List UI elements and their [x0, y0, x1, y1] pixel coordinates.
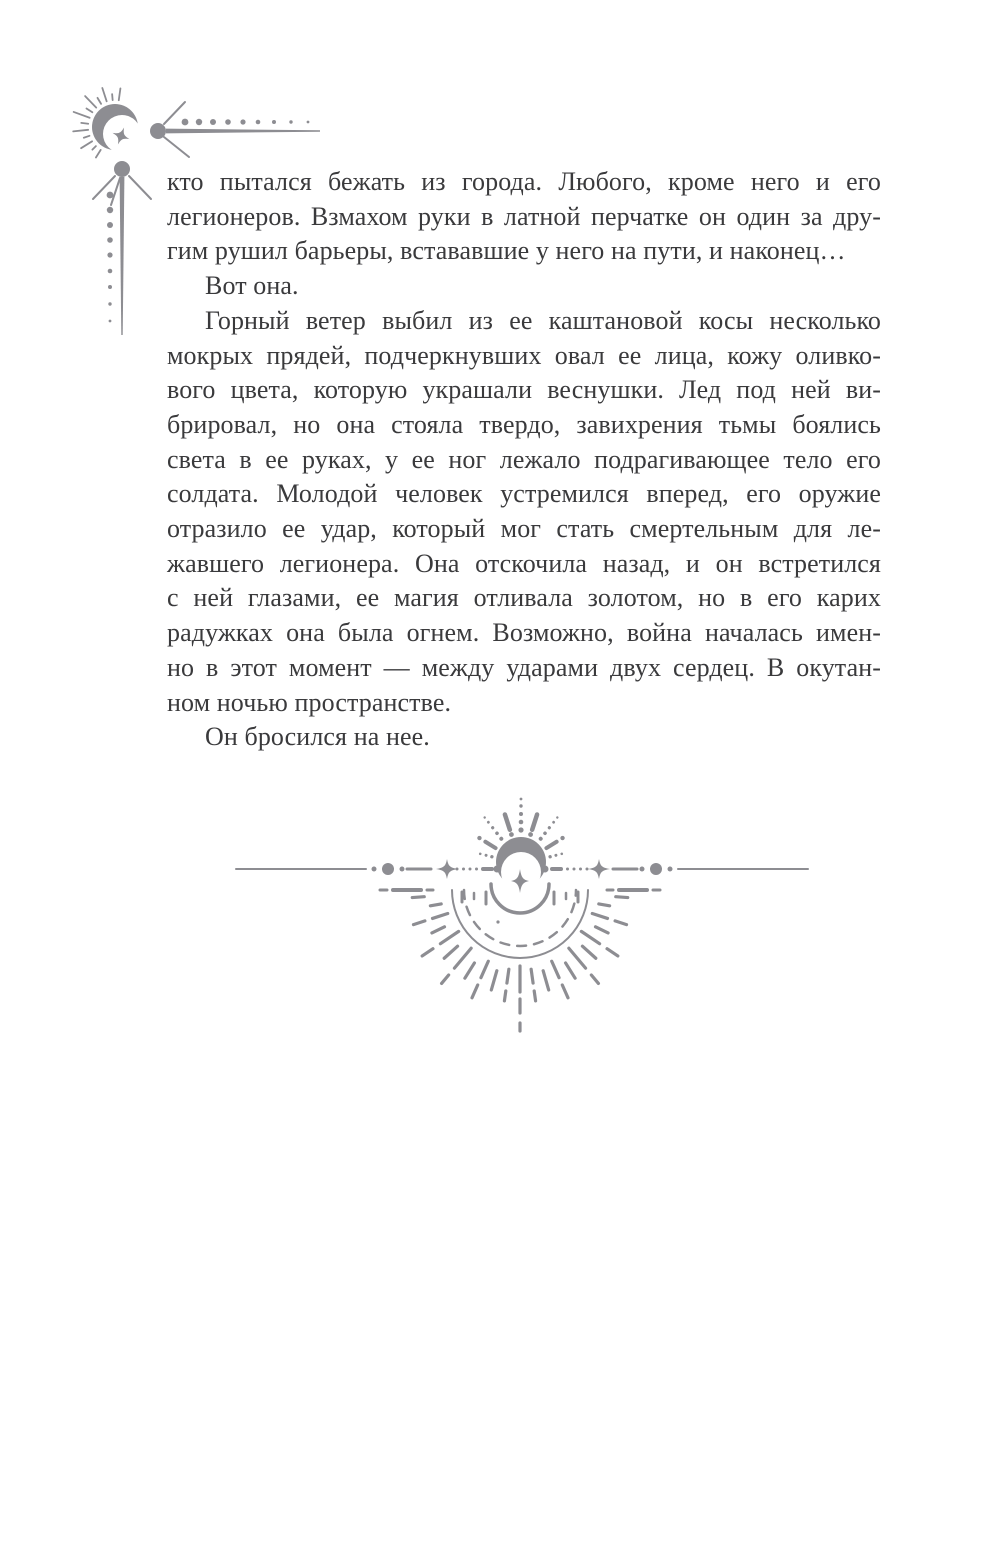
sun-dashed-arc	[464, 890, 576, 946]
text-line: кто пытался бежать из города. Любого, кроме него и его	[167, 167, 881, 196]
sparkle-star-icon	[588, 859, 610, 879]
text-block	[167, 165, 881, 755]
text-line: брировал, но она стояла твердо, завихрения тьмы боялись	[167, 409, 881, 439]
text-line: Вот она.	[205, 271, 299, 301]
text-line: гим рушил барьеры, встававшие у него на пути, и наконец…	[167, 236, 846, 266]
half-sun	[380, 884, 660, 1031]
text-line: отразило ее удар, который мог стать смертельным для ле-	[167, 514, 881, 544]
text-line: жавшего легионера. Она отскочила назад, и он встретился	[167, 548, 881, 578]
text-line: с ней глазами, ее магия отливала золотом, но в его карих	[167, 583, 881, 613]
sparkle-star-icon	[436, 859, 458, 879]
text-line: радужках она была огнем. Возможно, война началась имен-	[167, 618, 881, 648]
text-line: солдата. Молодой человек устремился вперед, его оружие	[167, 479, 881, 509]
vertical-flourish	[93, 161, 151, 335]
text-line: ном ночью пространстве.	[167, 687, 452, 717]
text-line: света в ее руках, у ее ног лежало подрагивающее тело его	[167, 444, 881, 474]
text-line: но в этот момент — между ударами двух сердец. В окутан-	[167, 652, 881, 682]
crescent-moon-icon	[92, 104, 141, 153]
text-line: вого цвета, которую украшали веснушки. Лед под ней ви-	[167, 375, 881, 405]
sun-moon-divider-icon	[230, 795, 814, 1035]
text-line: Он бросился на нее.	[205, 722, 430, 752]
text-line: мокрых прядей, подчеркнувших овал ее лица, кожу оливко-	[167, 340, 881, 370]
text-line: легионеров. Взмахом руки в латной перчатке он один за дру-	[167, 201, 881, 231]
text-line: Горный ветер выбил из ее каштановой косы несколько	[205, 305, 881, 335]
horizontal-flourish	[150, 102, 320, 157]
crescent-moon-icon	[496, 837, 546, 893]
sun-rays	[412, 897, 627, 1031]
